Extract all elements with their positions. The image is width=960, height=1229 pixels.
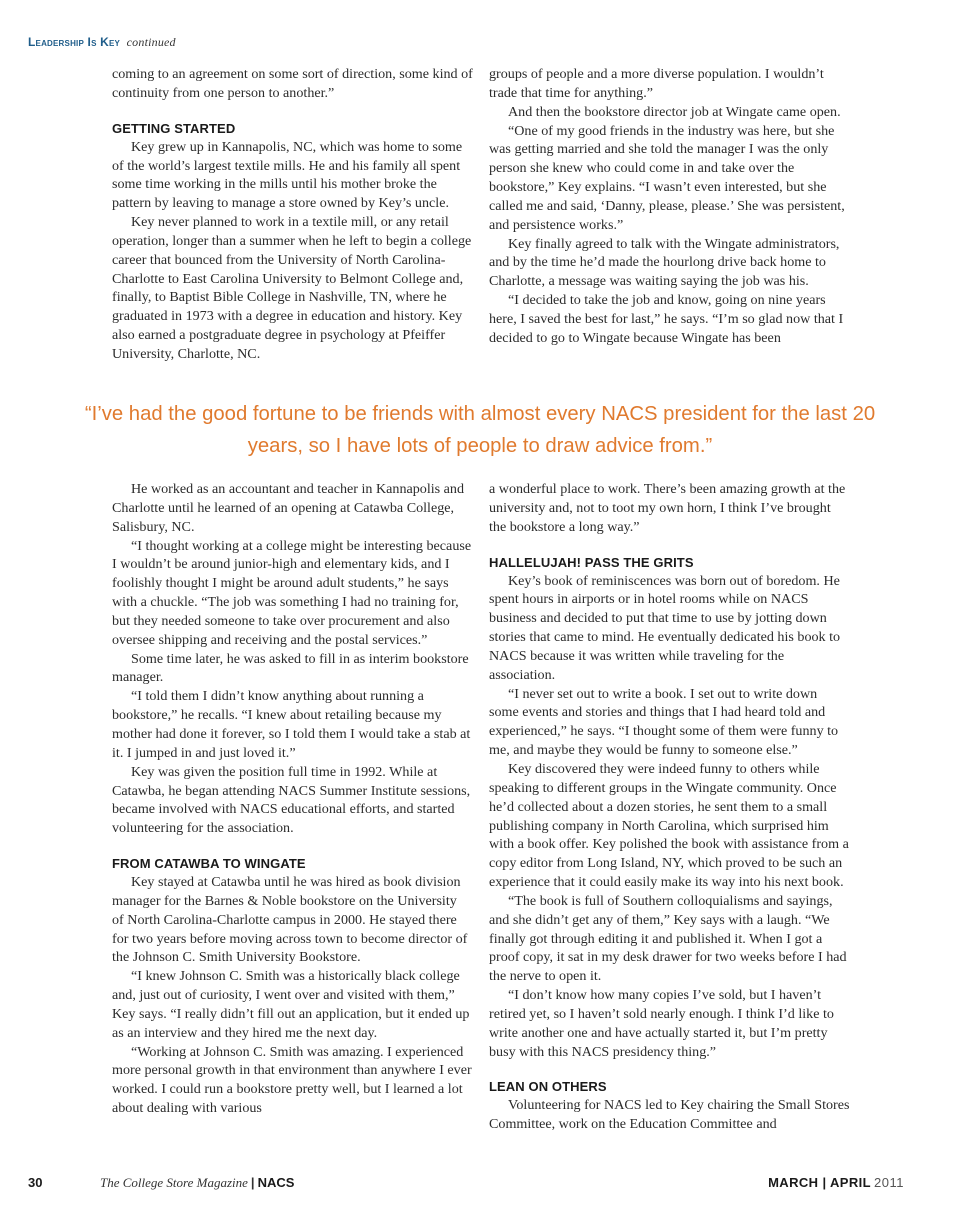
pull-quote: “I’ve had the good fortune to be friends with almost every NACS president for the last 20 years, so I have lots of people to draw advice from.” bbox=[84, 403, 876, 457]
column-top-right bbox=[489, 65, 850, 348]
subhead-hallelujah-pass-the-grits: HALLELUJAH! PASS THE GRITS bbox=[489, 554, 694, 570]
paragraph: “I don’t know how many copies I’ve sold, but I haven’t retired yet, so I haven’t sold nearly enough. I think I’d like to write another one and have actually started it, but I’m pretty busy with this NACS presidency thing.” bbox=[489, 987, 834, 1060]
section-title: Leadership Is Key bbox=[28, 35, 121, 49]
paragraph: Volunteering for NACS led to Key chairing the Small Stores Committee, work on the Education Committee and bbox=[489, 1097, 850, 1133]
paragraph: “Working at Johnson C. Smith was amazing. I experienced more personal growth in that environment than anywhere I ever worked. I could run a bookstore pretty well, but I learned a lot about dealing with various bbox=[112, 1043, 472, 1117]
paragraph: “One of my good friends in the industry was here, but she was getting married and she told the manager I was the only person she knew who could come in and take over the bookstore,” Key explains. “I wasn’t even interested, but she called me and said, ‘Danny, please, please.’ She was persistent, and persistence works.” bbox=[489, 122, 845, 233]
footer-separator: | bbox=[250, 1175, 255, 1190]
magazine-credit bbox=[100, 1175, 294, 1191]
subhead-lean-on-others: LEAN ON OTHERS bbox=[489, 1079, 607, 1095]
paragraph: coming to an agreement on some sort of direction, some kind of continuity from one person to another.” bbox=[112, 66, 473, 101]
paragraph: “I decided to take the job and know, going on nine years here, I saved the best for last,” he says. “I’m so glad now that I decided to go to Wingate because Wingate has been bbox=[489, 292, 844, 346]
issue-year: 2011 bbox=[874, 1175, 904, 1190]
paragraph: Key’s book of reminiscences was born out of boredom. He spent hours in airports or in hotel rooms while on NACS business and decided to put that time to use by jotting down stories that came to mind. He eventually dedicated his book to NACS because it was written while traveling for the association. bbox=[489, 572, 841, 683]
page-number: 30 bbox=[28, 1175, 43, 1190]
org-name: NACS bbox=[257, 1175, 295, 1190]
paragraph: “I thought working at a college might be interesting because I wouldn’t be around junior-high and elementary kids, and I foolishly thought I might be around adult students,” he says with a chuckle. “The job was something I had no training for, but they needed someone to take over procurement and also oversee shipping and receiving and the postal services.” bbox=[112, 537, 472, 648]
column-bottom-left bbox=[112, 480, 472, 1118]
paragraph: “I told them I didn’t know anything about running a bookstore,” he recalls. “I knew about retailing because my mother had done it forever, so I told them I would take a stab at it. I jumped in and just loved it.” bbox=[112, 688, 471, 761]
paragraph: “I knew Johnson C. Smith was a historically black college and, just out of curiosity, I went over and visited with them,” Key says. “I really didn’t fill out an application, but it ended up as an interview and they hired me the next day. bbox=[112, 968, 470, 1041]
magazine-title: The College Store Magazine bbox=[100, 1175, 248, 1190]
issue-date bbox=[768, 1175, 904, 1190]
paragraph: And then the bookstore director job at Wingate came open. bbox=[508, 103, 841, 120]
paragraph: “The book is full of Southern colloquialisms and sayings, and she didn’t get any of them,” Key says with a laugh. “We finally got through editing it and published it. When I got a proof copy, it sat in my desk drawer for two weeks before I had the nerve to open it. bbox=[489, 892, 847, 985]
paragraph: Key never planned to work in a textile mill, or any retail operation, longer than a summer when he left to begin a college career that bounced from the University of North Carolina-Charlotte to East Carolina University to Belmont College and, finally, to Baptist Bible College in Nashville, TN, where he graduated in 1973 with a degree in education and history. Key also earned a postgraduate degree in psychology at Pfeiffer University, Charlotte, NC. bbox=[112, 214, 472, 362]
paragraph: Key grew up in Kannapolis, NC, which was home to some of the world’s largest textile mills. He and his family all spent some time working in the mills until his mother broke the pattern by leaving to manage a store owned by Key’s uncle. bbox=[112, 138, 463, 212]
paragraph: Key finally agreed to talk with the Wingate administrators, and by the time he’d made the hourlong drive back home to Charlotte, a message was waiting saying the job was his. bbox=[489, 235, 840, 290]
column-top-left bbox=[112, 65, 475, 364]
subhead-getting-started: GETTING STARTED bbox=[112, 120, 236, 136]
running-head bbox=[28, 35, 176, 50]
column-bottom-right bbox=[489, 480, 850, 1134]
paragraph: He worked as an accountant and teacher in Kannapolis and Charlotte until he learned of an opening at Catawba College, Salisbury, NC. bbox=[112, 481, 465, 535]
paragraph: Key stayed at Catawba until he was hired as book division manager for the Barnes & Noble bookstore on the University of North Carolina-Charlotte campus in 2000. He stayed there for two years before moving across town to become director of the Johnson C. Smith University Bookstore. bbox=[112, 874, 468, 966]
page-footer bbox=[0, 1175, 960, 1195]
issue-months: MARCH | APRIL bbox=[768, 1175, 872, 1190]
paragraph: groups of people and a more diverse population. I wouldn’t trade that time for anything.” bbox=[489, 66, 824, 101]
continued-label: continued bbox=[126, 35, 176, 49]
subhead-from-catawba-to-wingate: FROM CATAWBA TO WINGATE bbox=[112, 856, 306, 872]
paragraph: Key discovered they were indeed funny to others while speaking to different groups in the Wingate community. Once he’d collected about a dozen stories, he sent them to a small publishing company in North Carolina, which surprised him with a book offer. Key polished the book with assistance from a copy editor from Long Island, NY, which proved to be such an experience that it could easily make its way into his next book. bbox=[489, 760, 849, 891]
paragraph: Key was given the position full time in 1992. While at Catawba, he began attending NACS Summer Institute sessions, became involved with NACS educational efforts, and started volunteering for the association. bbox=[112, 763, 471, 837]
paragraph: “I never set out to write a book. I set out to write down some events and stories and things that I had heard told and experienced,” he says. “I thought some of them were funny to me, and maybe they would be funny to someone else.” bbox=[489, 685, 839, 759]
paragraph: a wonderful place to work. There’s been amazing growth at the university and, not to toot my own horn, I think I’ve brought the bookstore a long way.” bbox=[489, 481, 846, 535]
paragraph: Some time later, he was asked to fill in as interim bookstore manager. bbox=[112, 650, 469, 686]
